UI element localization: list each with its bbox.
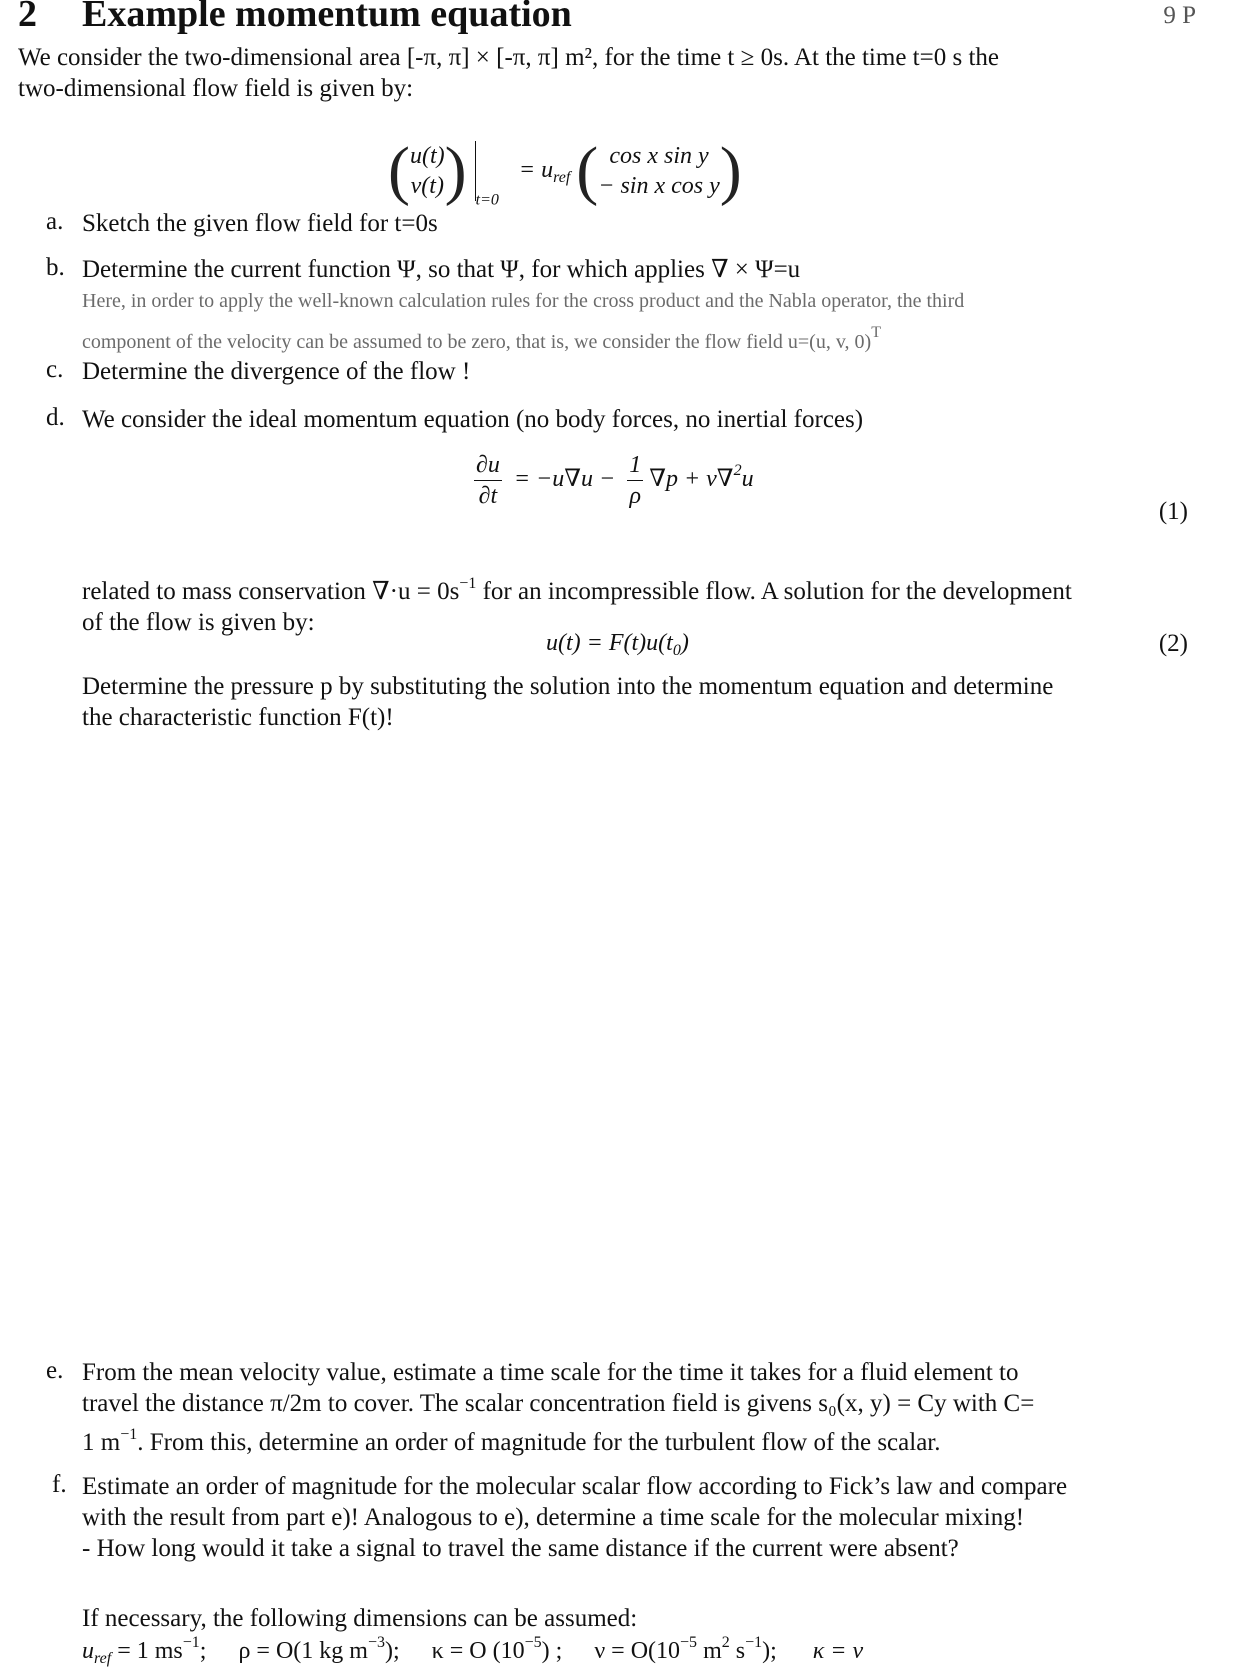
task-c-label: c.	[46, 356, 64, 383]
intro-line-2: two-dimensional flow field is given by:	[18, 75, 414, 102]
section-title: Example momentum equation	[82, 0, 572, 35]
solution-equation: $u(t) = F(t)u(t_0)$	[546, 630, 689, 659]
task-b-note-line-1: Here, in order to apply the well-known calculation rules for the cross product and the Nabla operator, the third	[82, 290, 965, 312]
momentum-equation: $\frac{\partial u}{\partial t}$ = −u∇u − $\frac{1}{\rho}$ ∇p + ν∇$^2$u	[476, 452, 754, 509]
dimensions-list: $u_{ref} = 1$ $ms^{-1}$; ρ = O(1 kg $m^{-3}$); κ = O $(10^{-5})$ ; $\nu = O(10^{-5}$ $m^2$ $s^{-1}$); κ = ν	[82, 1634, 864, 1667]
task-a-text: Sketch the given flow field for t=0s	[82, 210, 438, 237]
task-d-paragraph-2: Determine the pressure p by substituting the solution into the momentum equation and determine the characteristic function F(t)!	[82, 673, 1054, 731]
task-d-paragraph-1: related to mass conservation $\nabla\cdot u = 0s^{-1}$ for an incompressible flow. A solution for the development of the flow is given by:	[82, 575, 1072, 636]
intro-paragraph	[18, 42, 1188, 104]
task-d-label: d.	[46, 404, 65, 431]
matrix-row-1: cos x sin y	[609, 143, 709, 169]
task-b-note-line-2: component of the velocity can be assumed to be zero, that is, we consider the flow field u=(u, v, 0)$^T$	[82, 324, 881, 353]
task-f-label: f.	[52, 1471, 67, 1498]
task-f-text: Estimate an order of magnitude for the molecular scalar flow according to Fick’s law and compare with the result from part e)! Analogous to e), determine a time scale for the molecular mixing! - How long would it take a signal to travel the same distance if the current were absent?	[82, 1473, 1068, 1562]
vector-v-entry: v(t)	[410, 173, 444, 199]
task-b-text: Determine the current function Ψ, so that Ψ, for which applies ∇ × Ψ=u	[82, 256, 801, 283]
evaluation-subscript: t=0	[475, 191, 499, 209]
points-label: 9 P	[1163, 2, 1196, 29]
matrix-row-2: − sin x cos y	[598, 173, 720, 199]
section-number: 2	[18, 0, 37, 35]
task-e-label: e.	[46, 1357, 64, 1384]
intro-line-1: We consider the two-dimensional area [-π, π] × [-π, π] m², for the time t ≥ 0s. At the time t=0 s the	[18, 44, 999, 71]
dimensions-intro: If necessary, the following dimensions can be assumed:	[82, 1605, 638, 1632]
uref-symbol: = $u_{ref}$	[518, 156, 571, 186]
equation-number-1: (1)	[1158, 498, 1188, 525]
vector-u-entry: u(t)	[409, 143, 445, 169]
equation-number-2: (2)	[1158, 630, 1188, 657]
task-b-label: b.	[46, 254, 65, 281]
initial-field-equation: ( u(t) v(t) ) $_{t=0} = u_{ref}$ ( cos x sin y − sin x cos y )	[388, 134, 742, 209]
task-a-label: a.	[46, 208, 64, 235]
task-e-text: From the mean velocity value, estimate a time scale for the time it takes for a fluid element to travel the distance π/2m to cover. The scalar concentration field is givens s₀(x, y) = Cy with C= 1 $m^{-1}$. From this, determine an order of magnitude for the turbulent flow of the scalar.	[82, 1359, 1035, 1456]
task-d-text: We consider the ideal momentum equation (no body forces, no inertial forces)	[82, 406, 864, 433]
task-b-note	[82, 286, 1188, 358]
task-c-text: Determine the divergence of the flow !	[82, 358, 471, 385]
